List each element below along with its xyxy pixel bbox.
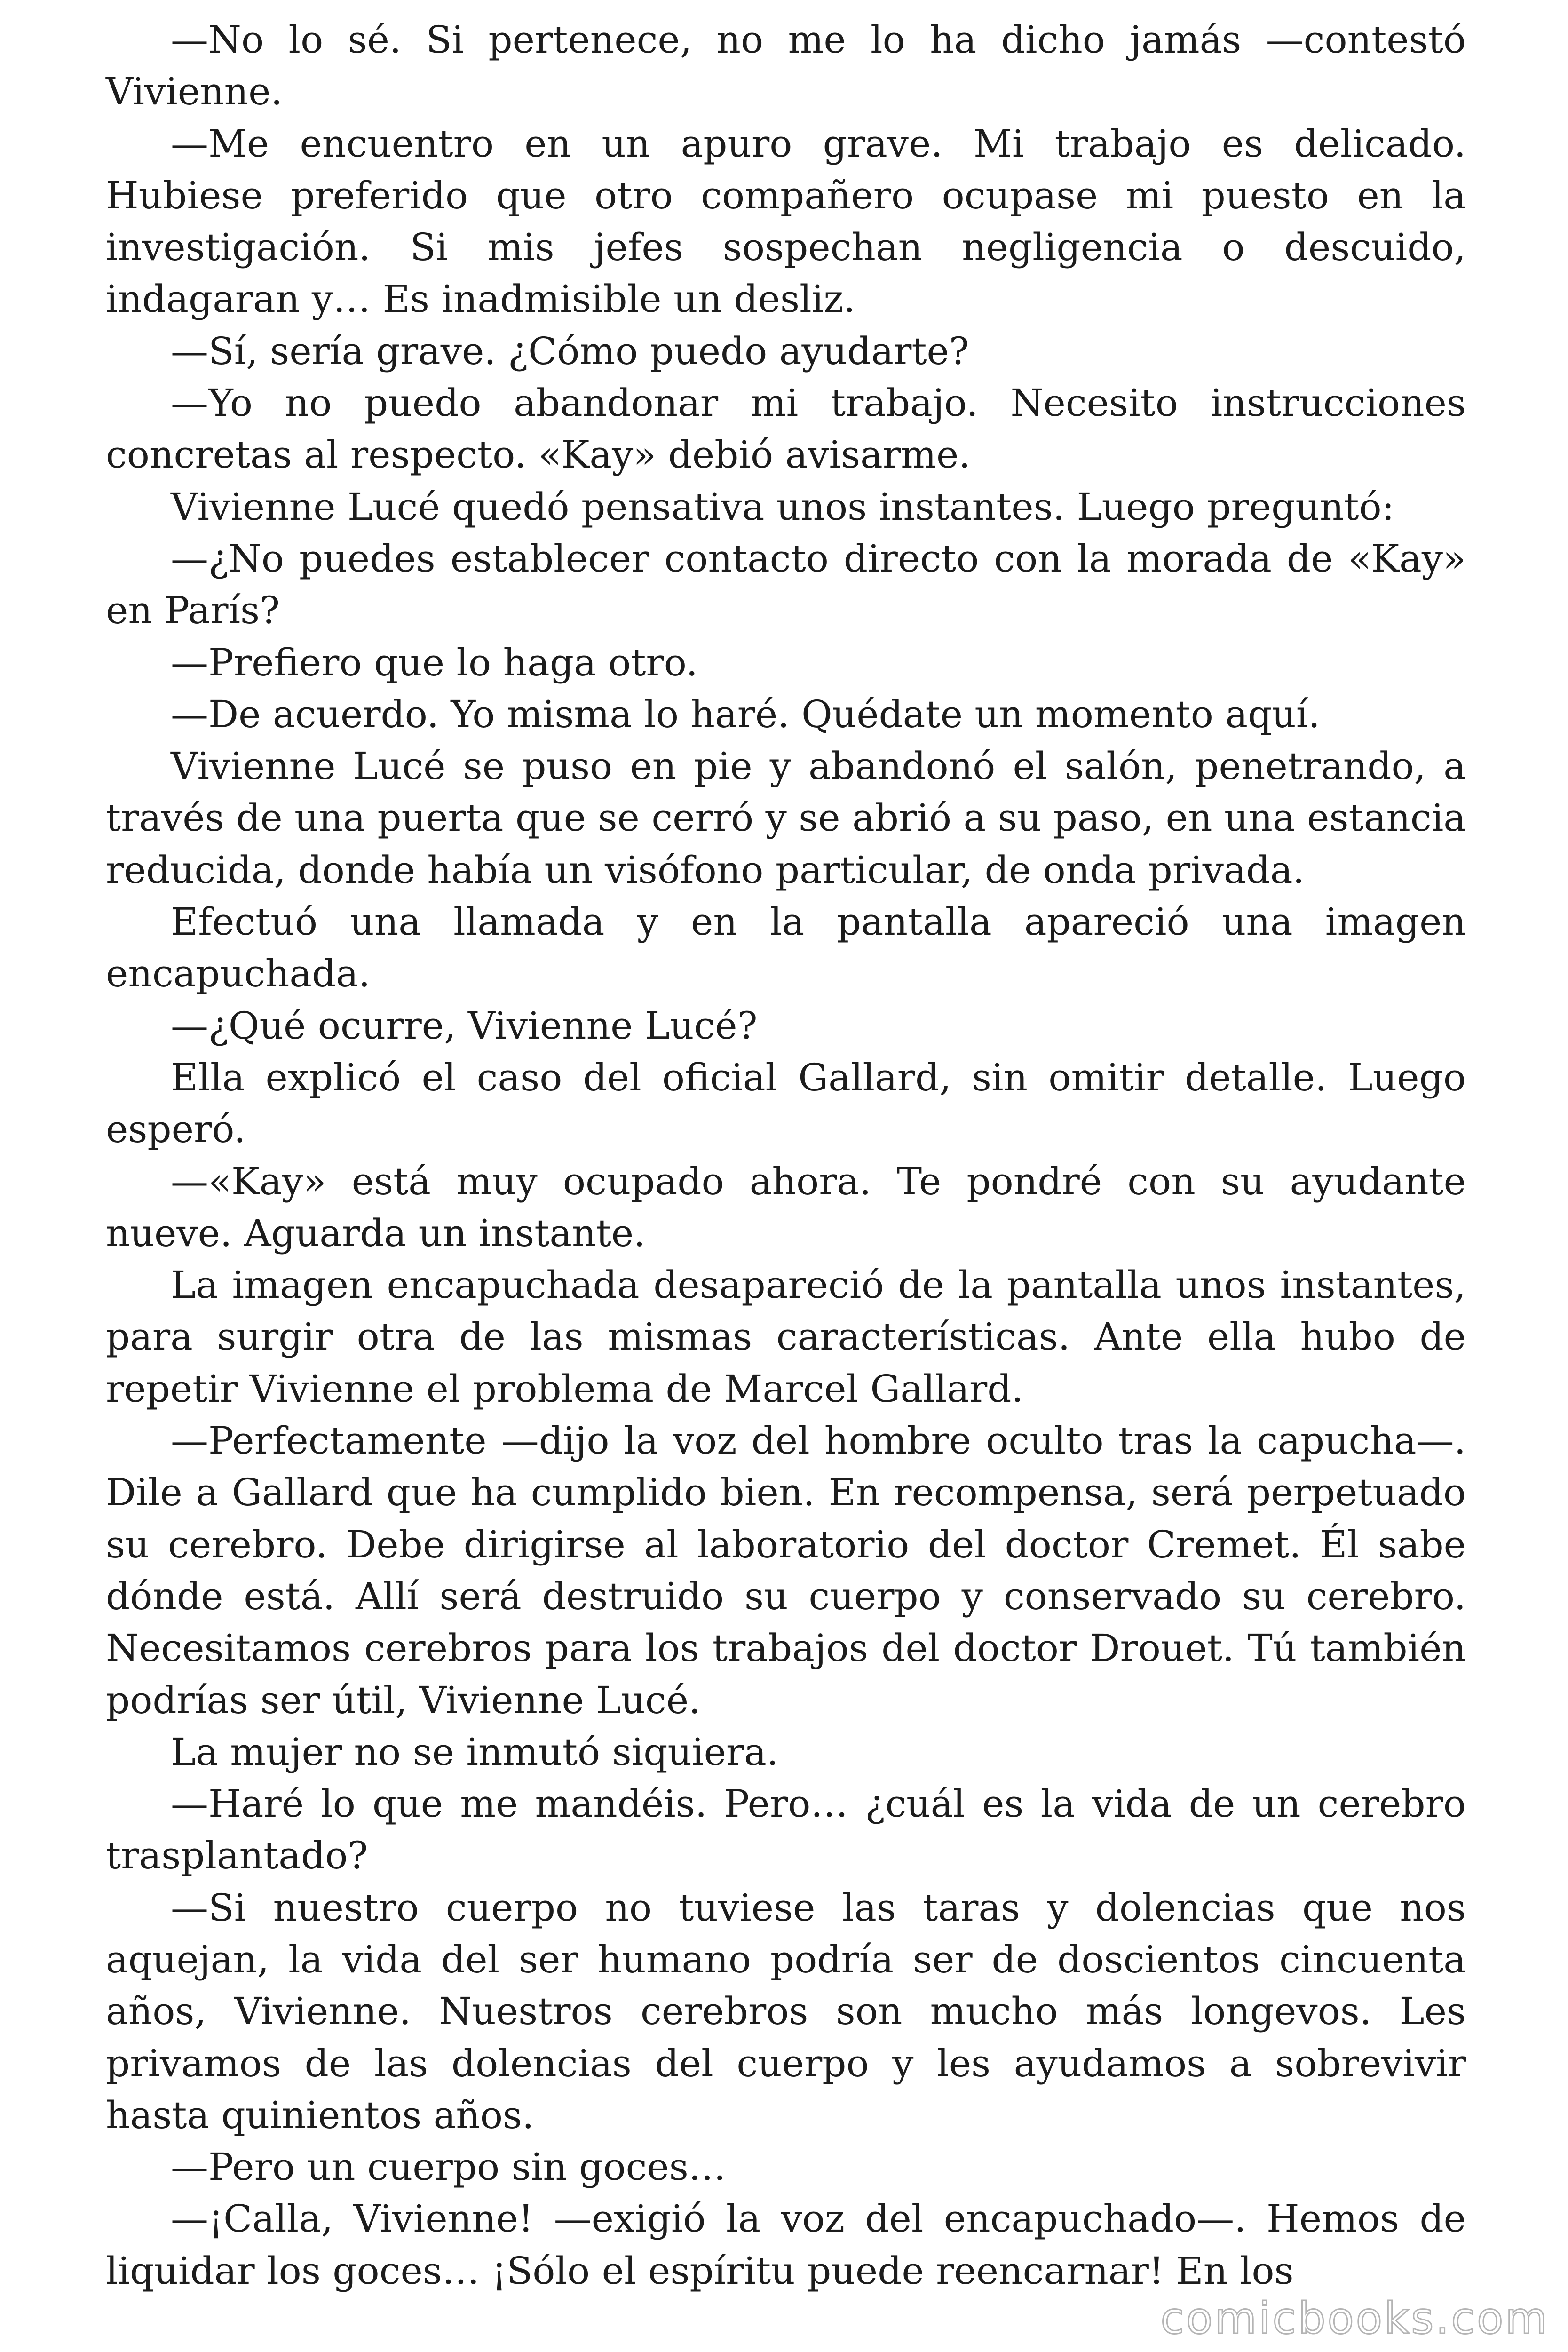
page-text: [106, 14, 1466, 2297]
paragraph: —Pero un cuerpo sin goces…: [171, 2145, 726, 2189]
paragraph: —De acuerdo. Yo misma lo haré. Quédate un momento aquí.: [171, 692, 1320, 736]
paragraph: —No lo sé. Si pertenece, no me lo ha dicho jamás —contestó Vivienne.: [106, 18, 1466, 114]
paragraph: —Haré lo que me mandéis. Pero… ¿cuál es la vida de un cerebro trasplantado?: [106, 1782, 1466, 1878]
paragraph: La imagen encapuchada desapareció de la pantalla unos instantes, para surgir otra de las mismas características. Ante ella hubo de repetir Vivienne el problema de Marcel Gallard.: [106, 1263, 1466, 1411]
paragraph: —Perfectamente —dijo la voz del hombre oculto tras la capucha—. Dile a Gallard que ha cumplido bien. En recompensa, será perpetuado su cerebro. Debe dirigirse al laboratorio del doctor Cremet. Él sabe dónde está. Allí será destruido su cuerpo y conservado su cerebro. Necesitamos cerebros para los trabajos del doctor Drouet. Tú también podrías ser útil, Vivienne Lucé.: [106, 1419, 1466, 1722]
paragraph: Ella explicó el caso del oficial Gallard, sin omitir detalle. Luego esperó.: [106, 1055, 1466, 1152]
paragraph: —¡Calla, Vivienne! —exigió la voz del encapuchado—. Hemos de liquidar los goces… ¡Sólo el espíritu puede reencarnar! En los: [106, 2197, 1466, 2293]
paragraph: —¿Qué ocurre, Vivienne Lucé?: [171, 1003, 758, 1048]
watermark-logo: comicbooks.com: [1160, 2293, 1549, 2344]
paragraph: —Me encuentro en un apuro grave. Mi trabajo es delicado. Hubiese preferido que otro compañero ocupase mi puesto en la investigación. Si mis jefes sospechan negligencia o descuido, indagaran y… Es inadmisible un desliz.: [106, 121, 1466, 321]
paragraph: La mujer no se inmutó siquiera.: [171, 1730, 779, 1774]
paragraph: —Yo no puedo abandonar mi trabajo. Necesito instrucciones concretas al respecto. «Kay» debió avisarme.: [106, 381, 1466, 477]
paragraph: Vivienne Lucé quedó pensativa unos instantes. Luego preguntó:: [171, 485, 1394, 529]
paragraph: —¿No puedes establecer contacto directo con la morada de «Kay» en París?: [106, 536, 1466, 633]
paragraph: —Sí, sería grave. ¿Cómo puedo ayudarte?: [171, 329, 969, 373]
paragraph: —«Kay» está muy ocupado ahora. Te pondré con su ayudante nueve. Aguarda un instante.: [106, 1159, 1466, 1255]
paragraph: —Prefiero que lo haga otro.: [171, 640, 698, 684]
paragraph: Efectuó una llamada y en la pantalla apareció una imagen encapuchada.: [106, 900, 1466, 996]
paragraph: Vivienne Lucé se puso en pie y abandonó el salón, penetrando, a través de una puerta que se cerró y se abrió a su paso, en una estancia reducida, donde había un visófono particular, de onda privada.: [106, 744, 1466, 892]
paragraph: —Si nuestro cuerpo no tuviese las taras y dolencias que nos aquejan, la vida del ser humano podría ser de doscientos cincuenta años, Vivienne. Nuestros cerebros son mucho más longevos. Les privamos de las dolencias del cuerpo y les ayudamos a sobrevivir hasta quinientos años.: [106, 1885, 1466, 2137]
